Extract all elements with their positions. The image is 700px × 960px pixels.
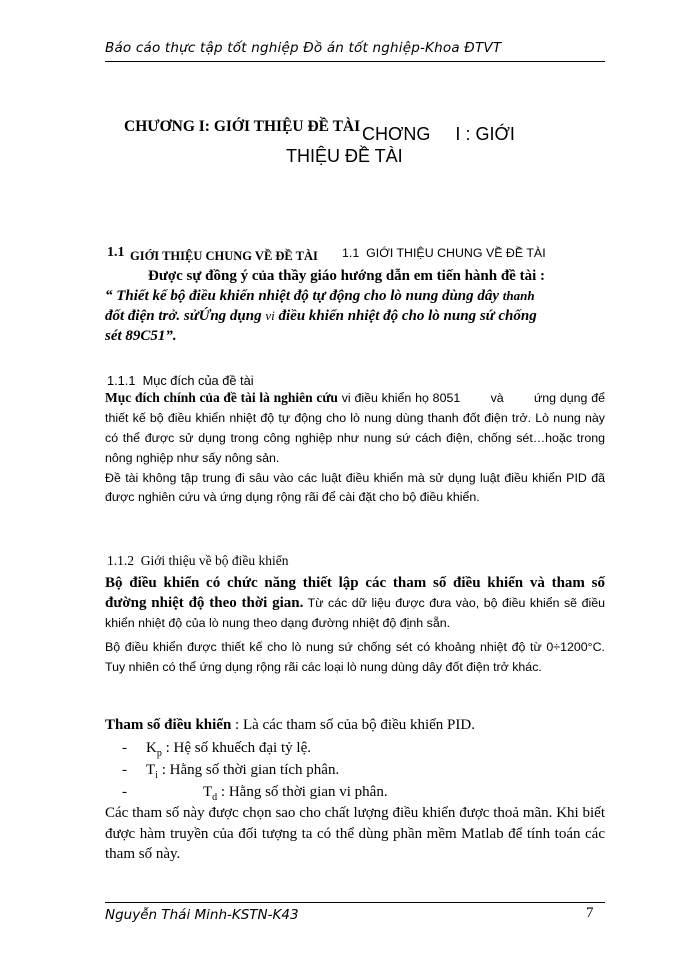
params-lead-bold: Tham số điều khiển [105, 717, 232, 733]
param-symbol: K [146, 740, 157, 756]
param-desc: : Hệ số khuếch đại tỷ lệ. [161, 740, 311, 756]
section-number: 1.1 [107, 245, 125, 260]
page-header: Báo cáo thực tập tốt nghiệp Đồ án tốt nghiệp-Khoa ĐTVT [105, 40, 502, 56]
chapter-title: CHƯƠNG I: GIỚI THIỆU ĐỀ TÀI [124, 118, 361, 135]
purpose-paragraph-1 [105, 388, 609, 468]
topic-line-3: sét 89C51”. [105, 328, 177, 344]
controller-paragraph-2: Bộ điều khiển được thiết kế cho lò nung sứ chống sét có khoảng nhiệt độ từ 0÷1200°C. Tuy nhiên có thể ứng dụng rộng rãi các loại lò nung dùng dây đốt điện trở khác. [105, 640, 605, 674]
controller-bold: Bộ điều khiển có chức năng thiết lập các tham số điều khiển và tham số đường nhiệt độ theo thời gian. [105, 575, 605, 611]
header-rule [105, 61, 605, 62]
param-subscript: p [156, 748, 162, 759]
param-item [122, 740, 311, 759]
topic-text-d: Ứng dụng [198, 308, 262, 324]
subsection-heading-1-1-1: 1.1.1 Mục đích của đề tài [107, 373, 254, 388]
topic-text-b: thanh [502, 288, 535, 303]
footer-rule [105, 902, 605, 903]
topic-line-2 [105, 308, 537, 325]
topic-line-1 [105, 288, 535, 305]
param-symbol: T [146, 762, 156, 778]
purpose-text: vi điều khiển họ 8051 và ứng dụng để thiết kế bộ điều khiển nhiệt độ tự động cho lò nung dùng thanh đốt điện trở. Lò nung này có thể được sử dụng trong công nghiệp như nung sứ cách điện, chống sét…hoặc trong nông nghiệp như sấy nông sản. [105, 391, 609, 465]
footer-author: Nguyễn Thái Minh-KSTN-K43 [105, 907, 299, 923]
intro-line: Được sự đồng ý của thầy giáo hướng dẫn em tiến hành đề tài : [148, 268, 546, 284]
subsection-heading-1-1-2: 1.1.2 Giới thiệu về bộ điều khiển [107, 553, 289, 568]
param-item [122, 784, 388, 803]
controller-text: Từ các dữ liệu được đưa vào, bộ điều khiển sẽ điều khiển nhiệt độ của lò nung theo dạng đường nhiệt độ định sẵn. [105, 596, 605, 630]
param-item [122, 762, 339, 781]
page-number: 7 [586, 905, 594, 921]
chapter-title-overlay-line2: THIỆU ĐỀ TÀI [286, 146, 403, 166]
params-lead-text: : Là các tham số của bộ điều khiển PID. [231, 717, 475, 733]
topic-text-c: đốt điện trở. sử [105, 308, 199, 324]
list-dash: - [122, 762, 127, 778]
param-desc: : Hằng số thời gian vi phân. [217, 784, 388, 800]
params-closing: Các tham số này được chọn sao cho chất lượng điều khiển được thoả mãn. Khi biết được hàm truyền của đối tượng ta có thể dùng phần mềm Matlab để tính toán các tham số này. [105, 805, 605, 862]
param-subscript: i [155, 770, 158, 781]
chapter-title-overlay: CHƠNG I : GIỚI [362, 124, 515, 144]
list-dash: - [122, 740, 127, 756]
list-dash: - [122, 784, 127, 800]
param-subscript: d [212, 792, 218, 803]
purpose-bold: Mục đích chính của đề tài là nghiên cứu [105, 390, 338, 405]
topic-text-a: “ Thiết kế bộ điều khiển nhiệt độ tự động cho lò nung dùng dây [105, 288, 500, 304]
topic-text-e: vi [265, 308, 275, 323]
section-title: GIỚI THIỆU CHUNG VỀ ĐỀ TÀI [130, 249, 318, 263]
purpose-paragraph-2: Đề tài không tập trung đi sâu vào các luật điều khiển mà sử dụng luật điều khiển PID đã được nghiên cứu và ứng dụng rộng rãi để cài đặt cho bộ điều khiển. [105, 471, 605, 504]
param-symbol: T [203, 784, 213, 800]
param-desc: : Hằng số thời gian tích phân. [157, 762, 340, 778]
controller-paragraph-1 [105, 573, 605, 633]
section-title-overlay: 1.1 GIỚI THIỆU CHUNG VỀ ĐỀ TÀI [342, 246, 546, 260]
params-lead [105, 717, 475, 734]
topic-text-f: điều khiển nhiệt độ cho lò nung sứ chống [278, 308, 537, 324]
